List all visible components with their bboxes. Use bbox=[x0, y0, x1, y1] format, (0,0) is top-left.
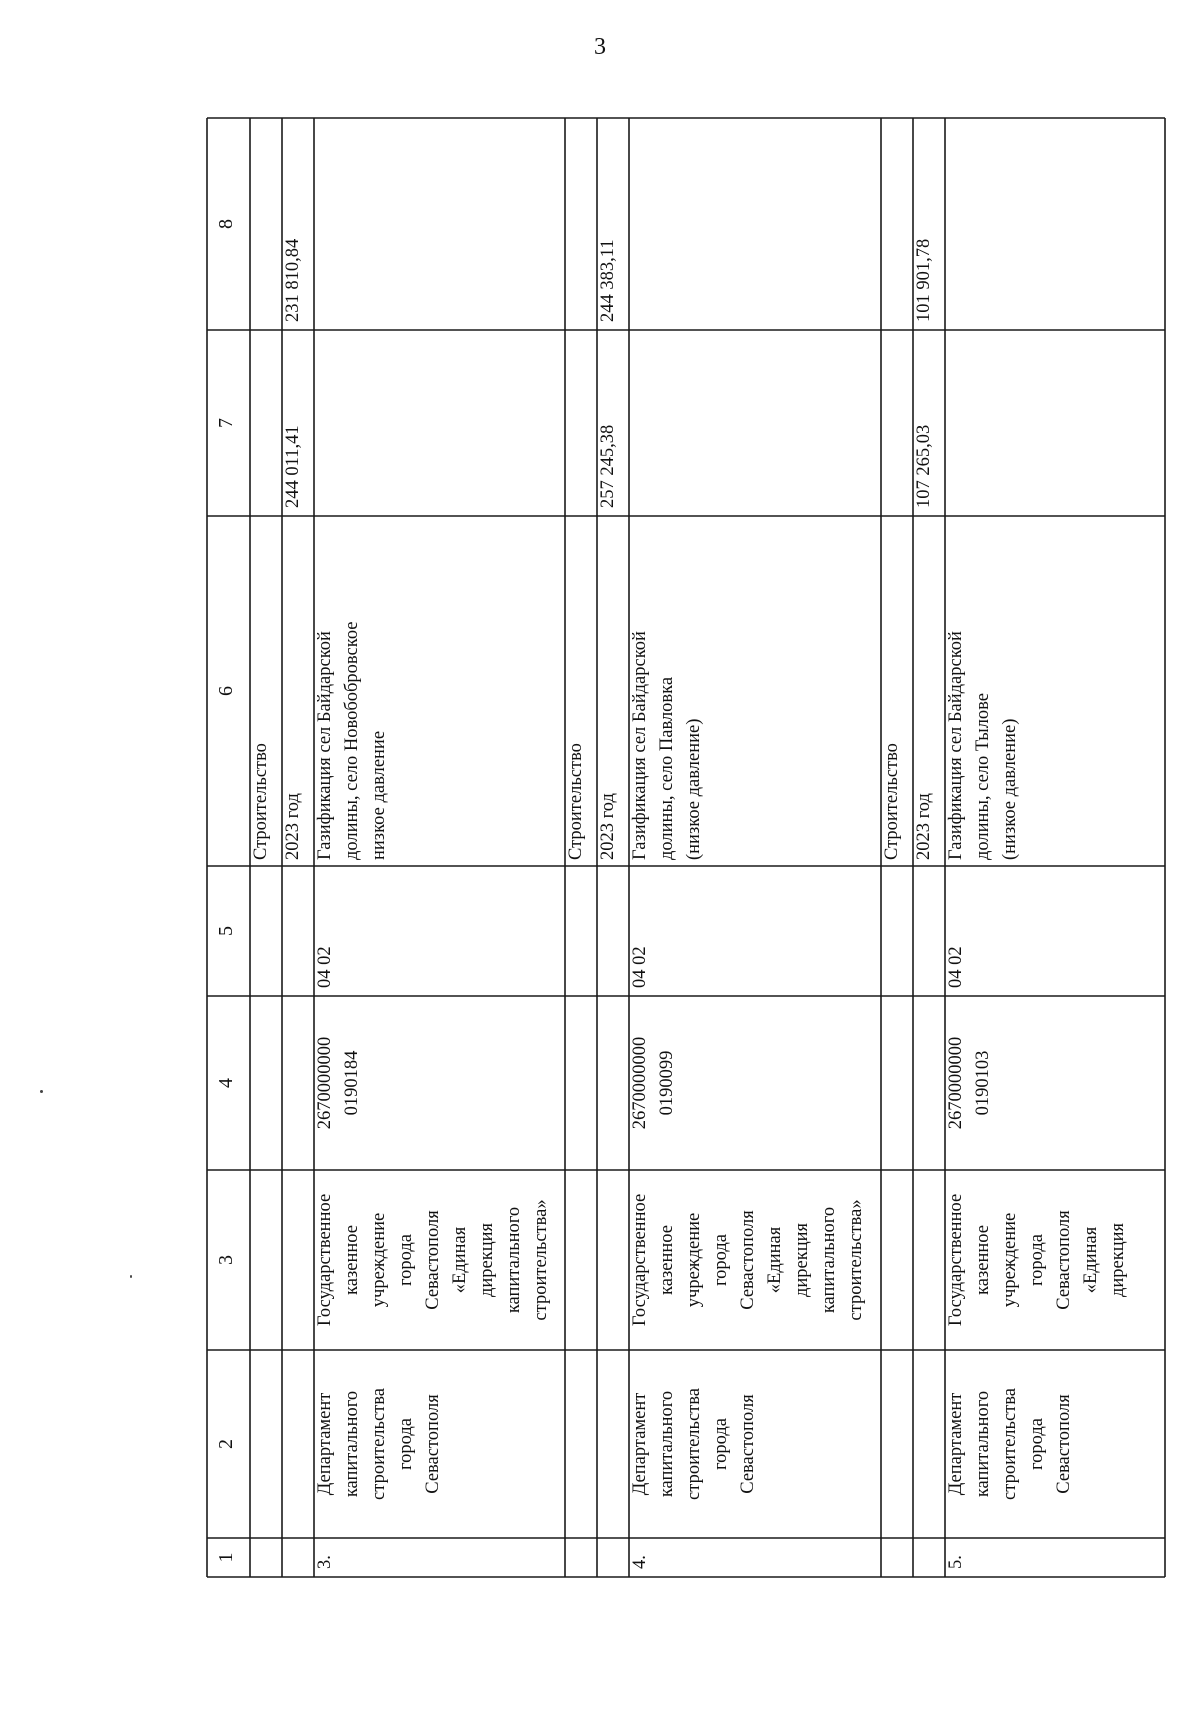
object-description: долины, село Тылове bbox=[973, 692, 993, 860]
column-number: 4 bbox=[215, 1078, 238, 1088]
institution-name: города bbox=[711, 1234, 731, 1286]
object-description: (низкое давление) bbox=[1000, 718, 1020, 860]
object-description: долины, село Новобобровское bbox=[342, 621, 362, 860]
amount-col7: 107 265,03 bbox=[914, 424, 934, 508]
column-number: 3 bbox=[215, 1255, 238, 1265]
budget-code: 2670000000 bbox=[630, 1036, 650, 1130]
object-description: долины, село Павловка bbox=[657, 676, 677, 860]
amount-col7: 257 245,38 bbox=[598, 424, 618, 508]
institution-name: города bbox=[1027, 1234, 1047, 1286]
department-name: строительства bbox=[684, 1388, 704, 1500]
budget-code: 0190184 bbox=[342, 1050, 362, 1116]
institution-name: капитального bbox=[504, 1206, 524, 1314]
institution-name: Севастополя bbox=[1054, 1210, 1074, 1310]
department-name: Севастополя bbox=[1054, 1394, 1074, 1494]
institution-name: строительства» bbox=[846, 1199, 866, 1321]
object-description: низкое давление bbox=[369, 730, 389, 860]
budget-code: 2670000000 bbox=[946, 1036, 966, 1130]
department-name: капитального bbox=[342, 1390, 362, 1498]
department-name: города bbox=[396, 1418, 416, 1470]
section-code: 04 02 bbox=[946, 946, 966, 988]
scan-speck bbox=[40, 1090, 43, 1093]
institution-name: «Единая bbox=[765, 1226, 785, 1294]
institution-name: казенное bbox=[973, 1225, 993, 1295]
budget-code: 0190099 bbox=[657, 1050, 677, 1116]
institution-name: дирекция bbox=[792, 1222, 812, 1298]
budget-code: 2670000000 bbox=[315, 1036, 335, 1130]
institution-name: учреждение bbox=[1000, 1212, 1020, 1308]
institution-name: учреждение bbox=[684, 1212, 704, 1308]
object-description: Строительство bbox=[882, 743, 902, 860]
object-description: 2023 год bbox=[283, 793, 303, 860]
column-number: 8 bbox=[215, 219, 238, 229]
row-number: 4. bbox=[630, 1555, 650, 1569]
column-number: 5 bbox=[215, 926, 238, 936]
institution-name: Государственное bbox=[315, 1193, 335, 1327]
institution-name: «Единая bbox=[450, 1226, 470, 1294]
column-number: 6 bbox=[215, 686, 238, 696]
object-description: Газификация сел Байдарской bbox=[315, 631, 335, 860]
institution-name: казенное bbox=[342, 1225, 362, 1295]
row-number: 3. bbox=[315, 1555, 335, 1569]
amount-col7: 244 011,41 bbox=[283, 425, 303, 508]
object-description: 2023 год bbox=[598, 793, 618, 860]
department-name: строительства bbox=[369, 1388, 389, 1500]
object-description: Строительство bbox=[251, 743, 271, 860]
column-number: 1 bbox=[215, 1552, 238, 1563]
section-code: 04 02 bbox=[315, 946, 335, 988]
institution-name: строительства» bbox=[531, 1199, 551, 1321]
column-number: 7 bbox=[215, 418, 238, 428]
department-name: города bbox=[1027, 1418, 1047, 1470]
institution-name: капитального bbox=[819, 1206, 839, 1314]
institution-name: Севастополя bbox=[423, 1210, 443, 1310]
institution-name: учреждение bbox=[369, 1212, 389, 1308]
department-name: города bbox=[711, 1418, 731, 1470]
amount-col8: 101 901,78 bbox=[914, 238, 934, 322]
object-description: 2023 год bbox=[914, 793, 934, 860]
institution-name: Севастополя bbox=[738, 1210, 758, 1310]
department-name: Севастополя bbox=[423, 1394, 443, 1494]
institution-name: дирекция bbox=[1108, 1222, 1128, 1298]
institution-name: города bbox=[396, 1234, 416, 1286]
institution-name: Государственное bbox=[946, 1193, 966, 1327]
page-number: 3 bbox=[594, 34, 606, 60]
amount-col8: 231 810,84 bbox=[283, 238, 303, 322]
section-code: 04 02 bbox=[630, 946, 650, 988]
amount-col8: 244 383,11 bbox=[598, 239, 618, 322]
object-description: (низкое давление) bbox=[684, 718, 704, 860]
institution-name: казенное bbox=[657, 1225, 677, 1295]
scan-speck bbox=[130, 1275, 132, 1278]
row-number: 5. bbox=[946, 1555, 966, 1569]
object-description: Газификация сел Байдарской bbox=[946, 631, 966, 860]
department-name: капитального bbox=[973, 1390, 993, 1498]
department-name: Севастополя bbox=[738, 1394, 758, 1494]
budget-code: 0190103 bbox=[973, 1050, 993, 1116]
department-name: Департамент bbox=[946, 1392, 966, 1496]
department-name: Департамент bbox=[630, 1392, 650, 1496]
object-description: Строительство bbox=[566, 743, 586, 860]
department-name: строительства bbox=[1000, 1388, 1020, 1500]
department-name: капитального bbox=[657, 1390, 677, 1498]
institution-name: дирекция bbox=[477, 1222, 497, 1298]
object-description: Газификация сел Байдарской bbox=[630, 631, 650, 860]
department-name: Департамент bbox=[315, 1392, 335, 1496]
institution-name: «Единая bbox=[1081, 1226, 1101, 1294]
column-number: 2 bbox=[215, 1439, 238, 1449]
institution-name: Государственное bbox=[630, 1193, 650, 1327]
